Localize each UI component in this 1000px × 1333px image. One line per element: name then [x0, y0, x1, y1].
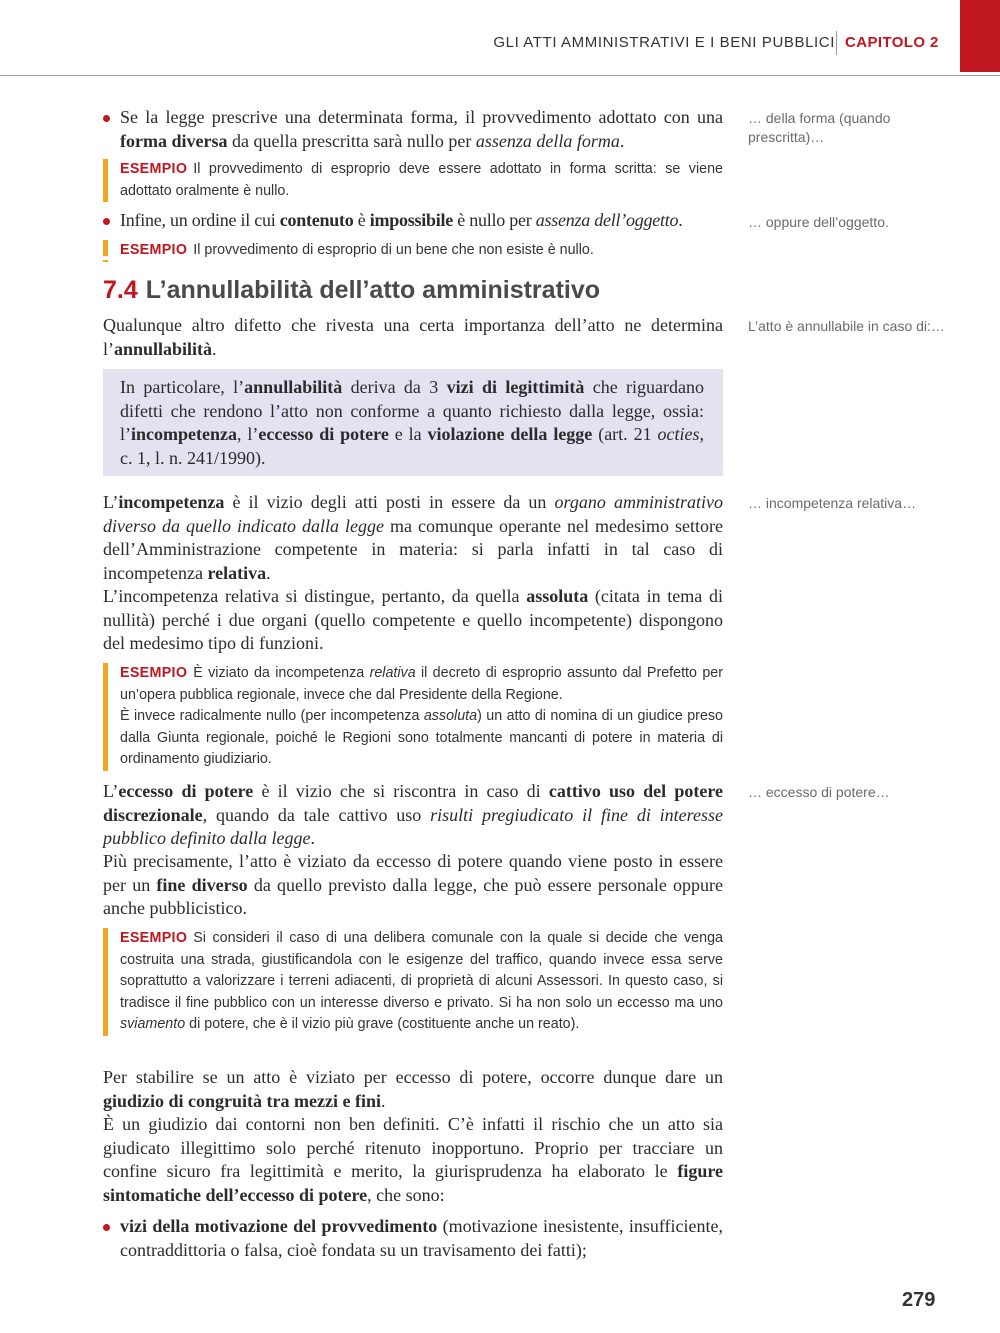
example-tag: ESEMPIO — [120, 242, 188, 258]
example-bar — [103, 159, 108, 202]
example-bar — [103, 928, 108, 1036]
example-bar — [103, 240, 108, 262]
sidenote-annullabile: L’atto è annullabile in caso di:… — [748, 318, 945, 334]
section-title: L’annullabilità dell’atto amministrativo — [145, 276, 601, 304]
bullet-dot-icon — [103, 1224, 110, 1231]
running-title: GLI ATTI AMMINISTRATIVI E I BENI PUBBLICI — [493, 34, 835, 51]
paragraph-intro: Qualunque altro difetto che rivesta una certa importanza dell’atto ne determina l’annullabilità. — [103, 315, 723, 359]
chapter-tab-marker — [960, 0, 1000, 72]
bullet-oggetto: Infine, un ordine il cui contenuto è impossibile è nullo per assenza dell’oggetto. — [103, 209, 723, 233]
paragraph-incompetenza-assoluta: L’incompetenza relativa si distingue, pertanto, da quella assoluta (citata in tema di nullità) perché i due organi (quello competente e quello incompetente) dispongono del medesimo tipo di funzioni. — [103, 586, 723, 653]
bullet-vizi-motivazione: vizi della motivazione del provvedimento (motivazione inesistente, insufficiente, contraddittoria o falsa, cioè fondata su un travisamento dei fatti); — [103, 1215, 723, 1262]
sidenote-incompetenza: … incompetenza relativa… — [748, 495, 917, 511]
page-header — [0, 0, 1000, 76]
highlight-box — [103, 369, 723, 476]
example-tag: ESEMPIO — [120, 930, 188, 946]
header-rule — [0, 75, 1000, 76]
example-bar — [103, 663, 108, 771]
example-tag: ESEMPIO — [120, 161, 188, 177]
bullet-dot-icon — [103, 218, 110, 225]
sidenote-eccesso: … eccesso di potere… — [748, 784, 890, 800]
paragraph-fine-diverso: Più precisamente, l’atto è viziato da eccesso di potere quando viene posto in essere per un fine diverso da quello previsto dalla legge, che può essere personale oppure anche pubblicistico. — [103, 851, 723, 918]
example-4: ESEMPIO Si consideri il caso di una delibera comunale con la quale si decide che venga costruita una strada, giustificandola con le esigenze del traffico, quando invece essa serve soprattutto a valorizzare i terreni adiacenti, di proprietà di alcuni Assessori. In questo caso, si tradisce il fine pubblico con un interesse diverso e privato. Si ha non solo un eccesso ma uno sviamento di potere, che è il vizio più grave (costituente anche un reato). — [103, 928, 723, 1036]
paragraph-figure-sintomatiche: È un giudizio dai contorni non ben definiti. C’è infatti il rischio che un atto sia giudicato illegittimo solo perché ritenuto inopportuno. Proprio per tracciare un confine sicuro fra legittimità e merito, la giurisprudenza ha elaborato le figure sintomatiche dell’eccesso di potere, che sono: — [103, 1114, 723, 1205]
section-heading — [103, 276, 600, 305]
paragraph-giudizio: Per stabilire se un atto è viziato per eccesso di potere, occorre dunque dare un giudizio di congruità tra mezzi e fini. — [103, 1067, 723, 1111]
example-3: ESEMPIO È viziato da incompetenza relativa il decreto di esproprio assunto dal Prefetto per un’opera pubblica regionale, invece che dal Presidente della Regione. È invece radicalmente nullo (per incompetenza assoluta) un atto di nomina di un giudice preso dalla Giunta regionale, poiché le Regioni sono totalmente mancanti di potere in materia di ordinamento giudiziario. — [103, 663, 723, 771]
sidenote-forma: … della forma (quando prescritta)… — [748, 110, 891, 145]
sidenote-oggetto: … oppure dell’oggetto. — [748, 214, 889, 230]
section-number: 7.4 — [103, 276, 138, 304]
highlight-box-text: In particolare, l’annullabilità deriva da 3 vizi di legittimità che riguardano difetti che rendono l’atto non conforme a quanto richiesto dalla legge, ossia: l’incompetenza, l’eccesso di potere e la violazione della legge (art. 21 octies, c. 1, l. n. 241/1990). — [120, 377, 705, 468]
chapter-label: CAPITOLO 2 — [845, 34, 939, 51]
example-1: ESEMPIO Il provvedimento di esproprio deve essere adottato in forma scritta: se viene adottato oralmente è nullo. — [103, 159, 723, 202]
example-2: ESEMPIO Il provvedimento di esproprio di un bene che non esiste è nullo. — [103, 240, 723, 262]
page-number: 279 — [902, 1289, 936, 1311]
example-tag: ESEMPIO — [120, 665, 188, 681]
paragraph-eccesso: L’eccesso di potere è il vizio che si riscontra in caso di cattivo uso del potere discrezionale, quando da tale cattivo uso risulti pregiudicato il fine di interesse pubblico definito dalla legge. — [103, 781, 723, 848]
paragraph-incompetenza: L’incompetenza è il vizio degli atti posti in essere da un organo amministrativo diverso da quello indicato dalla legge ma comunque operante nel medesimo settore dell’Amministrazione competente in materia: si parla infatti in tal caso di incompetenza relativa. — [103, 492, 724, 583]
header-separator — [836, 31, 837, 55]
bullet-forma: Se la legge prescrive una determinata forma, il provvedimento adottato con una forma diversa da quella prescritta sarà nullo per assenza della forma. — [103, 106, 723, 153]
bullet-dot-icon — [103, 115, 110, 122]
